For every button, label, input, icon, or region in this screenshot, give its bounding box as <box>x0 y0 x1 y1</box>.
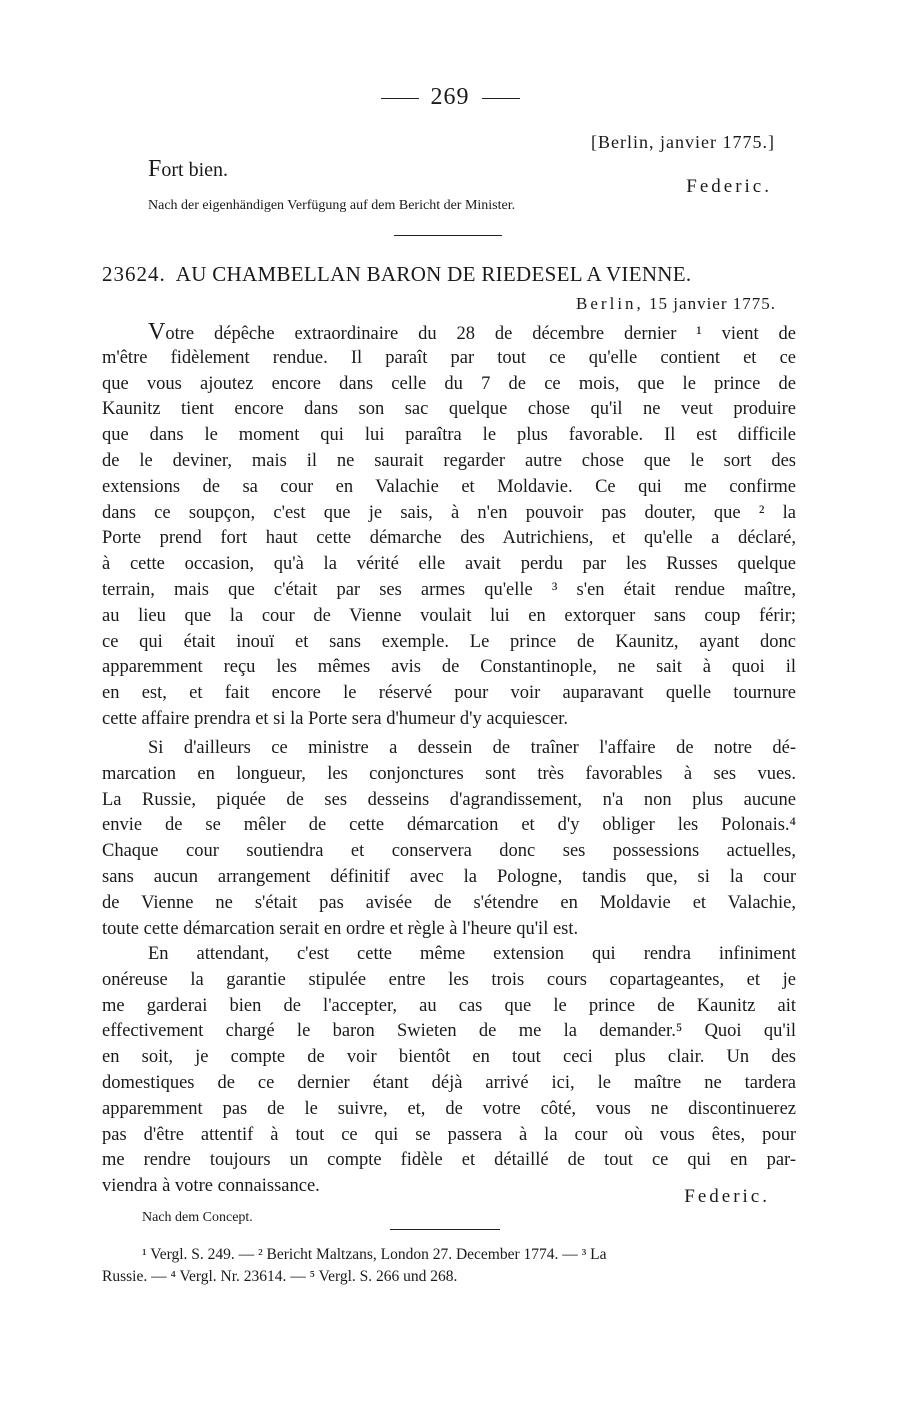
footnote-line: Russie. — ⁴ Vergl. Nr. 23614. — ⁵ Vergl. S. 266 und 268. <box>102 1268 458 1285</box>
text-line: Porte prend fort haut cette démarche des Autrichiens, et qu'elle a déclaré, <box>102 528 796 549</box>
text-line: apparemment reçu les mêmes avis de Constantinople, ne sait à quoi il <box>102 657 796 678</box>
text-line: sans aucun arrangement définitif avec la Pologne, tandis que, si la cour <box>102 866 796 887</box>
page-number-row <box>0 84 900 111</box>
text-line: me garderai bien de l'accepter, au cas que le prince de Kaunitz ait <box>102 995 796 1016</box>
letter-signature: Federic. <box>684 1186 770 1207</box>
text-line: Kaunitz tient encore dans son sac quelque chose qu'il ne veut produire <box>102 399 796 420</box>
text-line: viendra à votre connaissance. <box>102 1176 320 1197</box>
text-line: marcation en longueur, les conjonctures sont très favorables à ses vues. <box>102 763 796 784</box>
text-line: ce qui était inouï et sans exemple. Le prince de Kaunitz, ayant donc <box>102 631 796 652</box>
letter-date-place: Berlin, <box>576 294 644 313</box>
top-entry-signature: Federic. <box>686 176 772 197</box>
text-line: onéreuse la garantie stipulée entre les trois cours copartageantes, et je <box>102 969 796 990</box>
letter-number: 23624. <box>102 262 166 286</box>
dropcap: V <box>148 319 166 345</box>
text-line: Si d'ailleurs ce ministre a dessein de traîner l'affaire de notre dé- <box>148 738 796 758</box>
page-number-rule-left <box>381 98 419 99</box>
text-line: me rendre toujours un compte fidèle et détaillé de tout ce qui en par- <box>102 1150 796 1171</box>
footnotes <box>102 1244 796 1288</box>
page-number: 269 <box>430 84 470 110</box>
letter-dateline <box>576 294 776 314</box>
footnote-line: ¹ Vergl. S. 249. — ² Bericht Maltzans, London 27. December 1774. — ³ La <box>142 1246 607 1263</box>
text-line: dans ce soupçon, c'est que je sais, à n'en pouvoir pas douter, que ² la <box>102 502 796 523</box>
section-divider <box>394 235 502 236</box>
text-line: extensions de sa cour en Valachie et Moldavie. Ce qui me confirme <box>102 476 796 497</box>
text-line: pas d'être attentif à tout ce qui se passera à la cour où vous êtes, pour <box>102 1124 796 1145</box>
text-line: à cette occasion, qu'à la vérité elle avait perdu par les Russes quelque <box>102 554 796 575</box>
letter-heading <box>102 262 691 287</box>
text-line: en est, et fait encore le réservé pour voir auparavant quelle tournure <box>102 683 796 704</box>
paragraph-2 <box>102 736 796 942</box>
text-line: que dans le moment qui lui paraîtra le plus favorable. Il est difficile <box>102 425 796 446</box>
paragraph-1 <box>102 320 796 733</box>
text-line: Chaque cour soutiendra et conservera donc ses possessions actuelles, <box>102 841 796 862</box>
text-line: au lieu que la cour de Vienne voulait lui en extorquer sans coup férir; <box>102 605 796 626</box>
letter-source-note: Nach dem Concept. <box>142 1210 253 1225</box>
text-line: En attendant, c'est cette même extension qui rendra infiniment <box>148 944 796 964</box>
text-line: de le deviner, mais il ne saurait regarder autre chose que le sort des <box>102 450 796 471</box>
top-entry-source-note: Nach der eigenhändigen Verfügung auf dem Bericht der Minister. <box>148 198 516 213</box>
text-line: en soit, je compte de voir bientôt en tout ceci plus clair. Un des <box>102 1047 796 1068</box>
page-number-rule-right <box>482 98 520 99</box>
paragraph-3 <box>102 942 796 1200</box>
text-line: domestiques de ce dernier étant déjà arrivé ici, le maître ne tardera <box>102 1072 796 1093</box>
footnote-divider <box>390 1229 500 1230</box>
text-line: m'être fidèlement rendue. Il paraît par tout ce qu'elle contient et ce <box>102 347 796 368</box>
letter-date: 15 janvier 1775. <box>649 294 776 313</box>
text-line: toute cette démarcation serait en ordre et règle à l'heure qu'il est. <box>102 918 579 939</box>
text-line: cette affaire prendra et si la Porte sera d'humeur d'y acquiescer. <box>102 708 569 729</box>
top-entry-text: Fort bien. <box>148 156 229 182</box>
top-entry-date: [Berlin, janvier 1775.] <box>591 132 775 152</box>
text-line: effectivement chargé le baron Swieten de me la demander.⁵ Quoi qu'il <box>102 1021 796 1042</box>
text-line: La Russie, piquée de ses desseins d'agrandissement, n'a non plus aucune <box>102 789 796 810</box>
letter-title: AU CHAMBELLAN BARON DE RIEDESEL A VIENNE. <box>175 262 692 286</box>
text-line: envie de se mêler de cette démarcation et d'y obliger les Polonais.⁴ <box>102 815 796 836</box>
text-line: de Vienne ne s'était pas avisée de s'étendre en Moldavie et Valachie, <box>102 892 796 913</box>
text-line: Votre dépêche extraordinaire du 28 de décembre dernier ¹ vient de <box>148 319 796 345</box>
text-line: que vous ajoutez encore dans celle du 7 de ce mois, que le prince de <box>102 373 796 394</box>
text-line: terrain, mais que c'était par ses armes qu'elle ³ s'en était rendue maître, <box>102 579 796 600</box>
text-line: apparemment pas de le suivre, et, de votre côté, vous ne discontinuerez <box>102 1098 796 1119</box>
